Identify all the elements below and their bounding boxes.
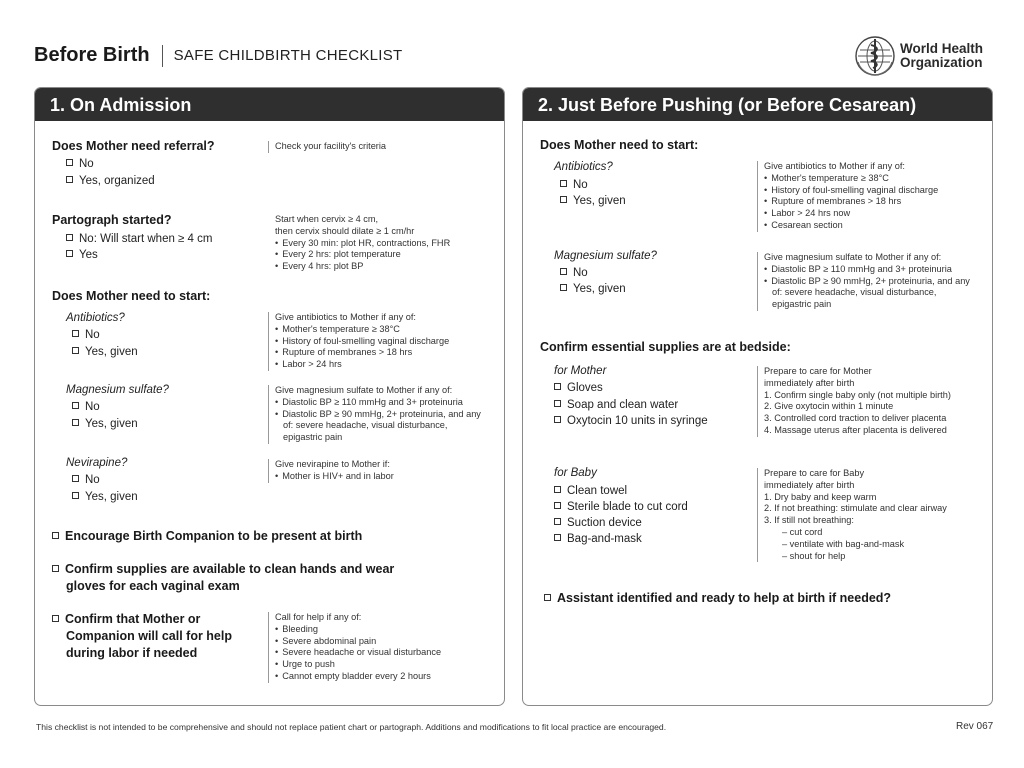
note-intro: Give magnesium sulfate to Mother if any of: <box>764 252 942 262</box>
option-label: Yes <box>79 249 98 261</box>
referral-option-no[interactable] <box>66 158 94 170</box>
checkbox[interactable] <box>560 196 567 203</box>
antibiotics-option-no[interactable] <box>72 329 100 341</box>
checkbox[interactable] <box>52 532 59 539</box>
note-intro: Give antibiotics to Mother if any of: <box>764 161 905 171</box>
option-label: Yes, given <box>85 346 138 358</box>
note-intro: immediately after birth <box>764 479 855 490</box>
magnesium-option-yes[interactable] <box>72 418 138 430</box>
option-label: No <box>573 267 588 279</box>
note-step: 1. Dry baby and keep warm <box>764 491 877 502</box>
antibiotics-note <box>757 161 987 232</box>
hand-supplies-item[interactable] <box>52 561 394 595</box>
option-label: Clean towel <box>567 485 628 497</box>
checkbox[interactable] <box>554 383 561 390</box>
start-question: Does Mother need to start: <box>52 289 211 303</box>
checkbox[interactable] <box>560 284 567 291</box>
who-wordmark-line2: Organization <box>900 55 983 70</box>
item-text: Confirm supplies are available to clean hands and wear <box>65 562 395 576</box>
note-intro: Start when cervix ≥ 4 cm, <box>275 214 379 224</box>
magnesium-option-yes[interactable] <box>560 283 626 295</box>
note-item: • Diastolic BP ≥ 110 mmHg and 3+ proteinuria <box>764 264 972 276</box>
checkbox[interactable] <box>560 268 567 275</box>
note-item: • Cesarean section <box>764 220 987 232</box>
start-question: Does Mother need to start: <box>540 138 699 152</box>
mother-supply-oxytocin[interactable] <box>554 415 708 427</box>
note-item: • Bleeding <box>275 624 498 636</box>
item-text: Confirm that Mother or <box>65 612 201 626</box>
option-label: Oxytocin 10 units in syringe <box>567 415 708 427</box>
magnesium-label: Magnesium sulfate? <box>66 384 169 396</box>
referral-question: Does Mother need referral? <box>52 139 215 153</box>
option-label: Suction device <box>567 517 642 529</box>
note-intro: Give antibiotics to Mother if any of: <box>275 312 416 322</box>
call-for-help-item[interactable] <box>52 611 232 662</box>
checkbox[interactable] <box>52 615 59 622</box>
nevirapine-option-yes[interactable] <box>72 491 138 503</box>
note-item: • Every 4 hrs: plot BP <box>275 261 498 273</box>
referral-option-yes[interactable] <box>66 175 155 187</box>
partograph-question: Partograph started? <box>52 213 172 227</box>
supplies-question: Confirm essential supplies are at bedside: <box>540 340 791 354</box>
antibiotics-option-yes[interactable] <box>72 346 138 358</box>
who-logo <box>854 35 983 77</box>
note-item: • Labor > 24 hrs now <box>764 208 987 220</box>
note-intro: Prepare to care for Mother <box>764 366 872 376</box>
magnesium-option-no[interactable] <box>72 401 100 413</box>
baby-supply-towel[interactable] <box>554 485 627 497</box>
note-substep: – ventilate with bag-and-mask <box>782 538 905 549</box>
note-item: • Mother's temperature ≥ 38°C <box>764 173 987 185</box>
for-baby-label: for Baby <box>554 467 597 479</box>
note-text: Check your facility's criteria <box>275 141 387 151</box>
item-text: gloves for each vaginal exam <box>66 579 240 593</box>
magnesium-note <box>268 385 483 444</box>
checkbox[interactable] <box>72 419 79 426</box>
option-label: Yes, given <box>573 283 626 295</box>
assistant-item[interactable] <box>544 590 891 607</box>
note-item: • Every 2 hrs: plot temperature <box>275 249 498 261</box>
option-label: Yes, organized <box>79 175 155 187</box>
note-substep: – cut cord <box>782 526 823 537</box>
note-item: • Diastolic BP ≥ 110 mmHg and 3+ proteinuria <box>275 397 483 409</box>
note-item: • Severe abdominal pain <box>275 636 498 648</box>
note-intro: Call for help if any of: <box>275 612 362 622</box>
antibiotics-option-yes[interactable] <box>560 195 626 207</box>
baby-supply-bag-mask[interactable] <box>554 533 642 545</box>
note-step: 2. If not breathing: stimulate and clear airway <box>764 503 947 514</box>
document-title: Before Birth <box>34 44 150 66</box>
partograph-note <box>268 214 498 273</box>
note-item: • Diastolic BP ≥ 90 mmHg, 2+ proteinuria, and any of: severe headache, visual disturbance, epigastric pain <box>275 409 483 444</box>
checkbox[interactable] <box>554 416 561 423</box>
referral-note <box>268 141 498 153</box>
who-wordmark-line1: World Health <box>900 41 984 56</box>
option-label: Yes, given <box>85 491 138 503</box>
mother-supply-soap[interactable] <box>554 399 678 411</box>
panel-heading: 2. Just Before Pushing (or Before Cesarean) <box>523 88 992 121</box>
note-item: • Cannot empty bladder every 2 hours <box>275 671 498 683</box>
before-pushing-panel <box>522 87 993 706</box>
note-item: • Every 30 min: plot HR, contractions, FHR <box>275 238 498 250</box>
note-item: • History of foul-smelling vaginal discharge <box>764 185 987 197</box>
checkbox[interactable] <box>554 400 561 407</box>
item-text: Encourage Birth Companion to be present at birth <box>65 529 363 543</box>
note-item: • Diastolic BP ≥ 90 mmHg, 2+ proteinuria, and any of: severe headache, visual disturbance, epigastric pain <box>764 276 972 311</box>
checkbox[interactable] <box>72 402 79 409</box>
panel-heading: 1. On Admission <box>35 88 504 121</box>
revision-number: Rev 067 <box>956 721 994 732</box>
note-item: • History of foul-smelling vaginal discharge <box>275 336 498 348</box>
mother-care-note <box>757 366 987 437</box>
option-label: Yes, given <box>573 195 626 207</box>
checkbox[interactable] <box>72 475 79 482</box>
footer-disclaimer: This checklist is not intended to be comprehensive and should not replace patient chart or partograph. Additions and modifications to fit local practice are encouraged. <box>36 722 667 732</box>
checkbox[interactable] <box>72 492 79 499</box>
nevirapine-label: Nevirapine? <box>66 457 128 469</box>
antibiotics-note <box>268 312 498 371</box>
birth-companion-item[interactable] <box>52 528 362 545</box>
magnesium-note <box>757 252 972 311</box>
checkbox[interactable] <box>52 565 59 572</box>
nevirapine-option-no[interactable] <box>72 474 100 486</box>
option-label: No <box>85 401 100 413</box>
option-label: Gloves <box>567 382 603 394</box>
title-divider <box>162 45 163 67</box>
antibiotics-label: Antibiotics? <box>554 161 613 173</box>
checkbox[interactable] <box>554 534 561 541</box>
option-label: No <box>85 329 100 341</box>
partograph-option-yes[interactable] <box>66 249 98 261</box>
checkbox[interactable] <box>66 159 73 166</box>
baby-supply-suction[interactable] <box>554 517 642 529</box>
note-item: • Severe headache or visual disturbance <box>275 647 498 659</box>
note-step: 4. Massage uterus after placenta is delivered <box>764 424 947 435</box>
note-step: 1. Confirm single baby only (not multiple birth) <box>764 389 951 400</box>
for-mother-label: for Mother <box>554 365 607 377</box>
checkbox[interactable] <box>66 176 73 183</box>
option-label: No <box>85 474 100 486</box>
option-label: Yes, given <box>85 418 138 430</box>
checkbox[interactable] <box>72 330 79 337</box>
checkbox[interactable] <box>554 486 561 493</box>
note-item: • Rupture of membranes > 18 hrs <box>275 347 498 359</box>
note-step: 2. Give oxytocin within 1 minute <box>764 401 894 412</box>
note-intro: Prepare to care for Baby <box>764 468 865 478</box>
note-intro: immediately after birth <box>764 377 855 388</box>
option-label: No <box>573 179 588 191</box>
checkbox[interactable] <box>554 502 561 509</box>
note-item: • Labor > 24 hrs <box>275 359 498 371</box>
baby-care-note <box>757 468 987 562</box>
on-admission-panel <box>34 87 505 706</box>
note-step: 3. If still not breathing: <box>764 515 854 526</box>
document-subtitle: SAFE CHILDBIRTH CHECKLIST <box>173 47 403 64</box>
checkbox[interactable] <box>72 347 79 354</box>
item-text: Companion will call for help <box>66 629 232 643</box>
option-label: No: Will start when ≥ 4 cm <box>79 233 213 245</box>
note-step: 3. Controlled cord traction to deliver placenta <box>764 413 947 424</box>
checkbox[interactable] <box>560 180 567 187</box>
option-label: No <box>79 158 94 170</box>
note-item: • Rupture of membranes > 18 hrs <box>764 196 987 208</box>
nevirapine-note <box>268 459 498 483</box>
magnesium-option-no[interactable] <box>560 267 588 279</box>
who-wordmark <box>900 42 983 70</box>
note-item: • Urge to push <box>275 659 498 671</box>
checkbox[interactable] <box>554 518 561 525</box>
checkbox[interactable] <box>66 250 73 257</box>
document-header <box>34 44 403 67</box>
note-substep: – shout for help <box>782 550 846 561</box>
call-for-help-note <box>268 612 498 683</box>
note-intro: then cervix should dilate ≥ 1 cm/hr <box>275 225 415 236</box>
checkbox[interactable] <box>544 594 551 601</box>
item-text: Assistant identified and ready to help at birth if needed? <box>557 591 892 605</box>
item-text: during labor if needed <box>66 646 198 660</box>
option-label: Bag-and-mask <box>567 533 642 545</box>
mother-supply-gloves[interactable] <box>554 382 603 394</box>
note-item: • Mother's temperature ≥ 38°C <box>275 324 498 336</box>
partograph-option-no[interactable] <box>66 233 212 245</box>
magnesium-label: Magnesium sulfate? <box>554 250 657 262</box>
antibiotics-option-no[interactable] <box>560 179 588 191</box>
baby-supply-blade[interactable] <box>554 501 688 513</box>
checkbox[interactable] <box>66 234 73 241</box>
antibiotics-label: Antibiotics? <box>66 312 125 324</box>
who-emblem-icon <box>854 35 896 77</box>
option-label: Soap and clean water <box>567 399 679 411</box>
note-intro: Give nevirapine to Mother if: <box>275 459 390 469</box>
option-label: Sterile blade to cut cord <box>567 501 688 513</box>
note-item: • Mother is HIV+ and in labor <box>275 471 498 483</box>
note-intro: Give magnesium sulfate to Mother if any of: <box>275 385 453 395</box>
